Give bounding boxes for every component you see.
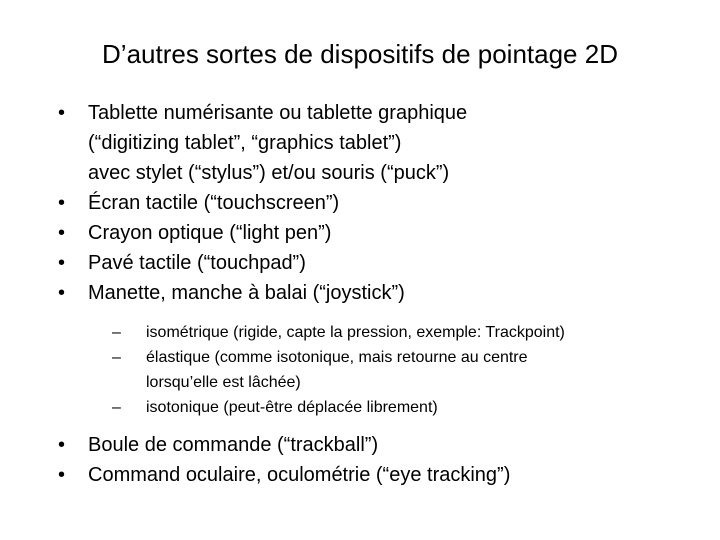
item-text: Command oculaire, oculométrie (“eye tracking”) (88, 464, 511, 486)
item-text: Écran tactile (“touchscreen”) (88, 192, 340, 214)
item-text: Manette, manche à balai (“joystick”) (88, 282, 405, 304)
item-text: Pavé tactile (“touchpad”) (88, 252, 306, 274)
bullet-marker: • (58, 102, 66, 124)
bullet-marker: • (58, 282, 66, 304)
bullet-marker: • (58, 252, 66, 274)
sub-list-item (112, 320, 702, 345)
bullet-marker: • (58, 222, 66, 244)
list-item (58, 430, 698, 460)
item-text: Tablette numérisante ou tablette graphique (88, 102, 468, 124)
slide-title: D’autres sortes de dispositifs de pointage 2D (102, 39, 618, 69)
sub-item-text: isométrique (rigide, capte la pression, exemple: Trackpoint) (146, 324, 565, 341)
bullet-marker: • (58, 192, 66, 214)
list-item (58, 188, 698, 218)
sub-item-text: lorsqu’elle est lâchée) (146, 374, 301, 391)
list-item (58, 248, 698, 278)
list-item (58, 460, 698, 490)
sub-item-text: élastique (comme isotonique, mais retourne au centre (146, 349, 528, 366)
list-item (58, 218, 698, 248)
bullet-marker: • (58, 434, 66, 456)
sub-list-item (112, 395, 702, 420)
sub-list (112, 320, 702, 420)
bullet-list (58, 98, 698, 490)
list-item (58, 98, 698, 188)
dash-marker: – (112, 349, 121, 366)
sub-item-text: isotonique (peut-être déplacée librement) (146, 399, 438, 416)
dash-marker: – (112, 399, 121, 416)
item-text: Crayon optique (“light pen”) (88, 222, 332, 244)
sub-list-item (112, 345, 702, 395)
bullet-marker: • (58, 464, 66, 486)
dash-marker: – (112, 324, 121, 341)
item-text: avec stylet (“stylus”) et/ou souris (“puck”) (88, 162, 450, 184)
item-text: Boule de commande (“trackball”) (88, 434, 379, 456)
list-item (58, 278, 698, 308)
item-text: (“digitizing tablet”, “graphics tablet”) (88, 132, 402, 154)
